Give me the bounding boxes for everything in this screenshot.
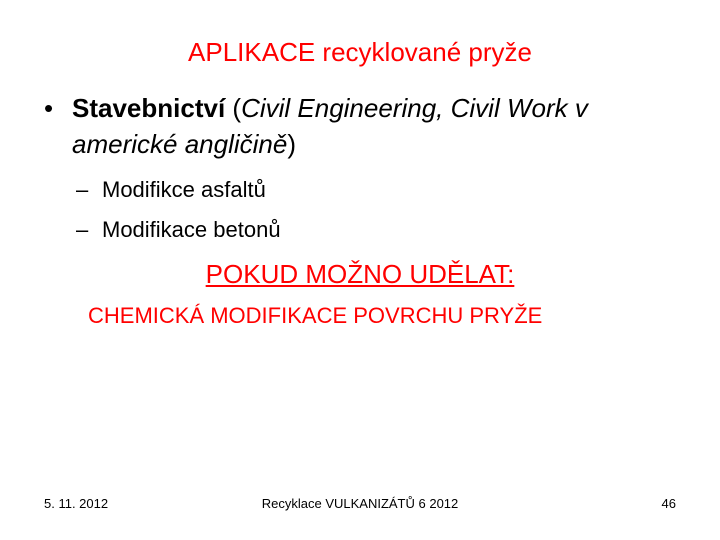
footer-page-number: 46 (661, 496, 676, 511)
bullet-text (72, 90, 672, 162)
sub-item-dash: – (76, 177, 89, 202)
highlight-subheading: CHEMICKÁ MODIFIKACE POVRCHU PRYŽE (88, 303, 543, 328)
sub-item (76, 176, 266, 204)
footer-center-text: Recyklace VULKANIZÁTŮ 6 2012 (261, 496, 459, 511)
footer-date: 5. 11. 2012 (44, 496, 109, 511)
bullet-paren-open: ( (225, 93, 242, 123)
sub-item (76, 216, 281, 244)
bullet-bold-text: Stavebnictví (72, 93, 226, 123)
slide-title: APLIKACE recyklované pryže (188, 37, 532, 67)
bullet-paren-close: ) (287, 129, 296, 159)
sub-item-dash: – (76, 217, 89, 242)
highlight-heading: POKUD MOŽNO UDĚLAT: (205, 259, 515, 289)
sub-item-text: Modifikce asfaltů (102, 177, 266, 202)
bullet-marker: • (44, 93, 54, 123)
bullet-italic-text: Civil Engineering, Civil Work v americké angličině (72, 93, 588, 159)
sub-item-text: Modifikace betonů (102, 217, 281, 242)
